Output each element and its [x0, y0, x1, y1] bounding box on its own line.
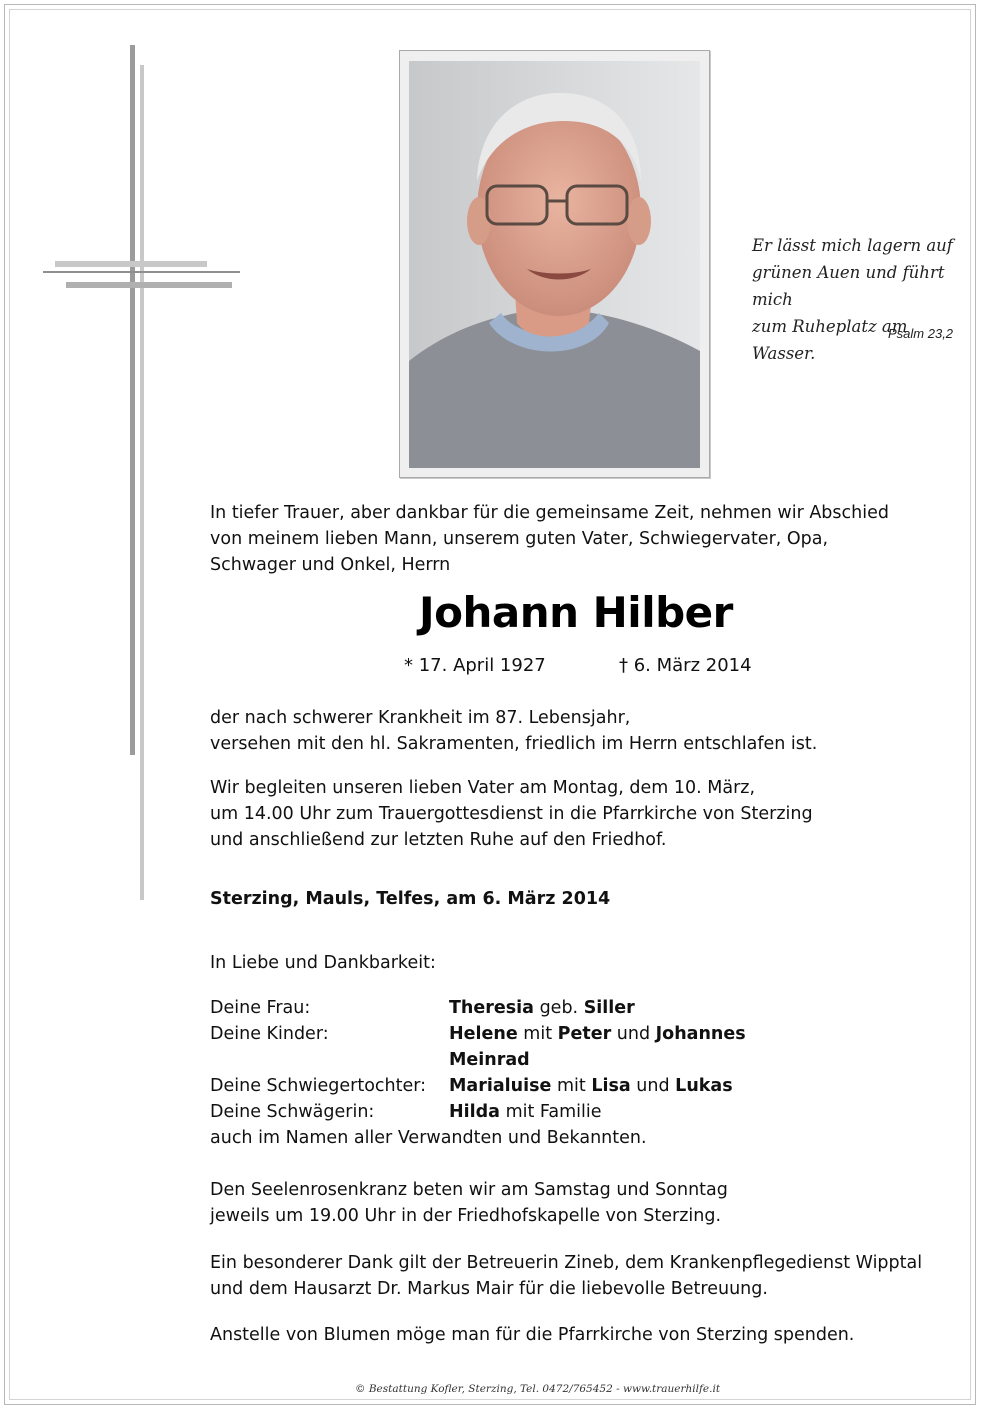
- birth-date: * 17. April 1927: [404, 655, 546, 676]
- flowers-line: Anstelle von Blumen möge man für die Pfarrkirche von Sterzing spenden.: [210, 1325, 855, 1345]
- intro-paragraph: [210, 500, 970, 578]
- death-line: versehen mit den hl. Sakramenten, friedlich im Herrn entschlafen ist.: [210, 734, 818, 754]
- cross-horizontal-top: [55, 261, 207, 267]
- family-value: [449, 995, 635, 1021]
- psalm-line: Er lässt mich lagern auf: [752, 236, 953, 255]
- family-value: [449, 1073, 733, 1099]
- family-label: Deine Schwiegertochter:: [210, 1076, 427, 1096]
- connector-text: mit: [523, 1024, 553, 1044]
- funeral-paragraph: [210, 775, 970, 853]
- funeral-line: Wir begleiten unseren lieben Vater am Montag, dem 10. März,: [210, 778, 756, 798]
- love-line: In Liebe und Dankbarkeit:: [210, 953, 436, 973]
- grandchild-name: Lukas: [675, 1076, 733, 1096]
- portrait-photo: [399, 50, 710, 478]
- family-value: [449, 1021, 746, 1047]
- wife-maiden-name: Siller: [583, 998, 635, 1018]
- rosary-line: Den Seelenrosenkranz beten wir am Samstag und Sonntag: [210, 1180, 728, 1200]
- partner-name: Peter: [557, 1024, 612, 1044]
- thanks-paragraph: [210, 1250, 970, 1302]
- funeral-line: und anschließend zur letzten Ruhe auf den Friedhof.: [210, 830, 667, 850]
- child-name: Helene: [449, 1024, 518, 1044]
- connector-text: mit: [556, 1076, 586, 1096]
- family-label: Deine Frau:: [210, 998, 311, 1018]
- family-label: Deine Kinder:: [210, 1024, 329, 1044]
- connector-text: und: [616, 1024, 651, 1044]
- cross-horizontal-line: [43, 271, 240, 273]
- funeral-line: um 14.00 Uhr zum Trauergottesdienst in die Pfarrkirche von Sterzing: [210, 804, 813, 824]
- deceased-name: Johann Hilber: [419, 588, 733, 637]
- psalm-line: grünen Auen und führt mich: [752, 263, 945, 309]
- psalm-reference: Psalm 23,2: [888, 326, 954, 341]
- psalm-line: zum Ruheplatz am Wasser.: [752, 317, 908, 363]
- intro-line: von meinem lieben Mann, unserem guten Vater, Schwiegervater, Opa,: [210, 529, 829, 549]
- portrait-image: [409, 61, 700, 468]
- sister-in-law-name: Hilda: [449, 1102, 500, 1122]
- rosary-paragraph: [210, 1177, 970, 1229]
- grandchild-name: Lisa: [591, 1076, 631, 1096]
- family-value: [449, 1099, 601, 1125]
- child-name: Meinrad: [449, 1050, 530, 1070]
- cross-horizontal-bottom: [66, 282, 232, 288]
- death-paragraph: [210, 705, 970, 757]
- relatives-line: auch im Namen aller Verwandten und Bekannten.: [210, 1128, 647, 1148]
- psalm-quote: [752, 232, 967, 367]
- intro-line: Schwager und Onkel, Herrn: [210, 555, 451, 575]
- daughter-in-law-name: Marialuise: [449, 1076, 552, 1096]
- wife-geb: geb.: [539, 998, 579, 1018]
- connector-text: mit Familie: [505, 1102, 602, 1122]
- thanks-line: und dem Hausarzt Dr. Markus Mair für die liebevolle Betreuung.: [210, 1279, 768, 1299]
- connector-text: und: [636, 1076, 670, 1096]
- death-line: der nach schwerer Krankheit im 87. Lebensjahr,: [210, 708, 631, 728]
- place-date: Sterzing, Mauls, Telfes, am 6. März 2014: [210, 889, 611, 909]
- footer-credit: © Bestattung Kofler, Sterzing, Tel. 0472/765452 - www.trauerhilfe.it: [355, 1383, 721, 1395]
- cross-vertical-light: [140, 65, 144, 900]
- thanks-line: Ein besonderer Dank gilt der Betreuerin Zineb, dem Krankenpflegedienst Wipptal: [210, 1253, 923, 1273]
- family-label: Deine Schwägerin:: [210, 1102, 375, 1122]
- wife-name: Theresia: [449, 998, 534, 1018]
- grandchild-name: Johannes: [655, 1024, 746, 1044]
- cross-vertical-dark: [130, 45, 135, 755]
- death-date: † 6. März 2014: [619, 655, 752, 676]
- rosary-line: jeweils um 19.00 Uhr in der Friedhofskapelle von Sterzing.: [210, 1206, 722, 1226]
- intro-line: In tiefer Trauer, aber dankbar für die gemeinsame Zeit, nehmen wir Abschied: [210, 503, 889, 523]
